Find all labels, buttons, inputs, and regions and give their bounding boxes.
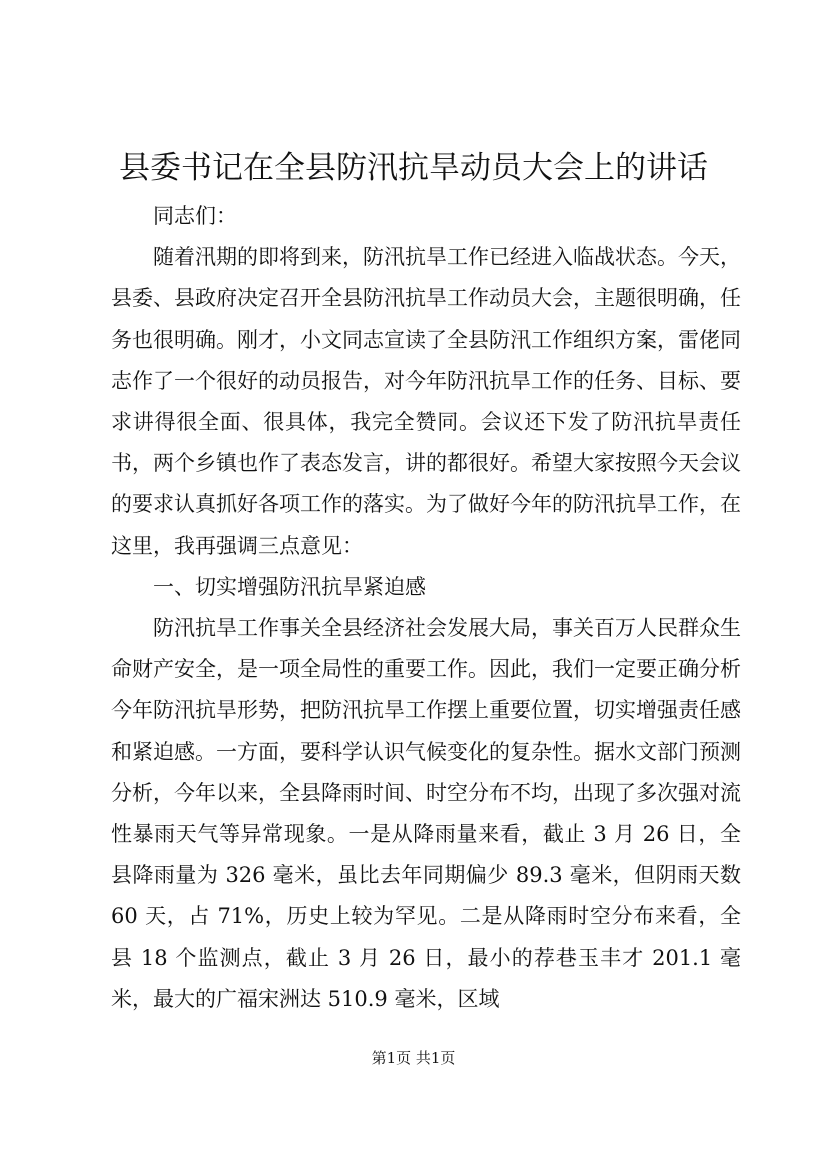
page-number-footer: 第1页 共1页 [371,1049,456,1067]
intro-paragraph: 随着汛期的即将到来，防汛抗旱工作已经进入临战状态。今天，县委、县政府决定召开全县防汛抗旱工作动员大会，主题很明确，任务也很明确。刚才，小文同志宣读了全县防汛工作组织方案，雷佬同志作了一个很好的动员报告，对今年防汛抗旱工作的任务、目标、要求讲得很全面、很具体，我完全赞同。会议还下发了防汛抗旱责任书，两个乡镇也作了表态发言，讲的都很好。希望大家按照今天会议的要求认真抓好各项工作的落实。为了做好今年的防汛抗旱工作，在这里，我再强调三点意见： [111,245,741,558]
section-paragraph: 防汛抗旱工作事关全县经济社会发展大局，事关百万人民群众生命财产安全，是一项全局性的重要工作。因此，我们一定要正确分析今年防汛抗旱形势，把防汛抗旱工作摆上重要位置，切实增强责任感和紧迫感。一方面，要科学认识气候变化的复杂性。据水文部门预测分析，今年以来，全县降雨时间、时空分布不均，出现了多次强对流性暴雨天气等异常现象。一是从降雨量来看，截止 3 月 26 日，全县降雨量为 326 毫米，虽比去年同期偏少 89.3 毫米，但阴雨天数 60 天，占 71%，历史上较为罕见。二是从降雨时空分布来看，全县 18 个监测点，截止 3 月 26 日，最小的荐巷玉丰才 201.1 毫米，最大的广福宋洲达 510.9 毫米，区域 [111,616,741,1011]
document-body [111,196,741,1020]
section-heading: 一、切实增强防汛抗旱紧迫感 [153,574,426,599]
salutation-paragraph: 同志们： [153,204,237,228]
document-title: 县委书记在全县防汛抗旱动员大会上的讲话 [119,150,708,186]
